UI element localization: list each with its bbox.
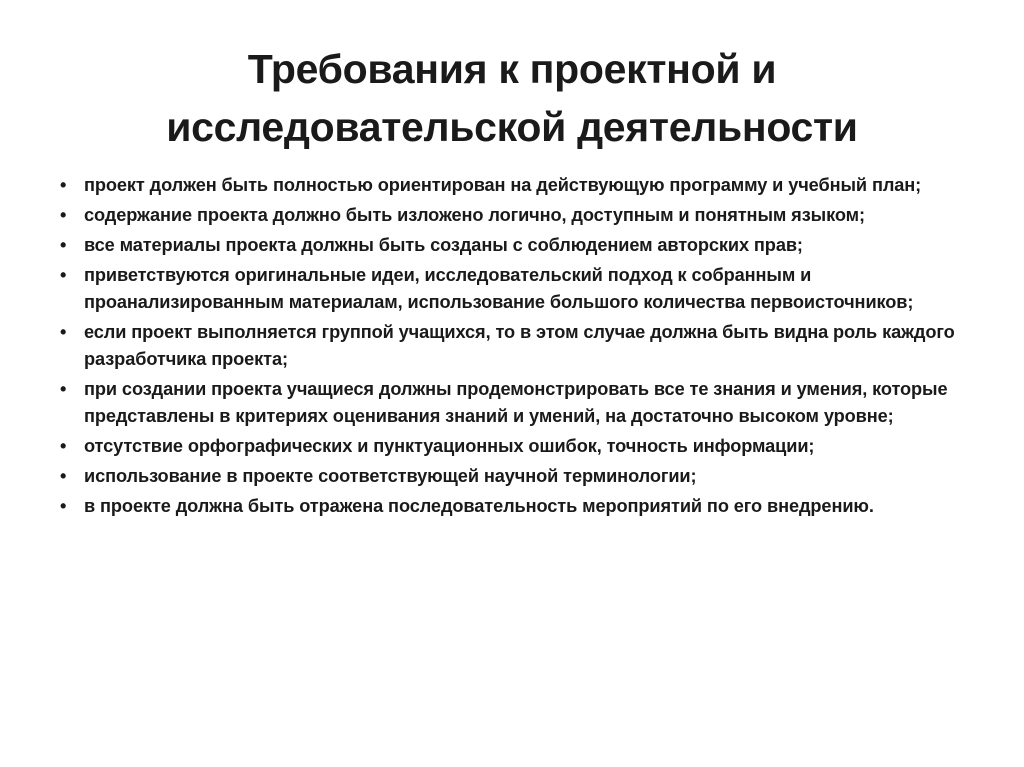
list-item	[60, 463, 970, 490]
list-item	[60, 376, 970, 430]
list-item	[60, 172, 970, 199]
list-item	[60, 202, 970, 229]
list-item	[60, 433, 970, 460]
list-item-text: отсутствие орфографических и пунктуационных ошибок, точность информации;	[84, 436, 815, 456]
bullet-icon: •	[60, 496, 67, 516]
list-item-text: приветствуются оригинальные идеи, исследовательский подход к собранным и проанализированным материалам, использование большого количества первоисточников;	[84, 265, 914, 312]
bullet-icon: •	[60, 466, 67, 486]
list-item	[60, 262, 970, 316]
list-item-text: при создании проекта учащиеся должны продемонстрировать все те знания и умения, которые представлены в критериях оценивания знаний и умений, на достаточно высоком уровне;	[84, 379, 948, 426]
list-item-text: содержание проекта должно быть изложено логично, доступным и понятным языком;	[84, 205, 865, 225]
bullet-icon: •	[60, 265, 67, 285]
bullet-icon: •	[60, 322, 67, 342]
bullet-icon: •	[60, 436, 67, 456]
bullet-icon: •	[60, 205, 67, 225]
slide-title-line-2: исследовательской деятельности	[166, 104, 858, 150]
list-item	[60, 493, 970, 520]
requirements-list	[60, 172, 970, 523]
bullet-icon: •	[60, 235, 67, 255]
slide-title-line-1: Требования к проектной и	[247, 46, 777, 92]
list-item-text: в проекте должна быть отражена последовательность мероприятий по его внедрению.	[84, 496, 874, 516]
list-item-text: если проект выполняется группой учащихся, то в этом случае должна быть видна роль каждого разработчика проекта;	[84, 322, 955, 369]
slide-title	[40, 40, 984, 156]
list-item	[60, 232, 970, 259]
bullet-icon: •	[60, 175, 67, 195]
list-item-text: использование в проекте соответствующей научной терминологии;	[84, 466, 697, 486]
bullet-icon: •	[60, 379, 67, 399]
list-item	[60, 319, 970, 373]
list-item-text: проект должен быть полностью ориентирован на действующую программу и учебный план;	[84, 175, 922, 195]
list-item-text: все материалы проекта должны быть созданы с соблюдением авторских прав;	[84, 235, 803, 255]
